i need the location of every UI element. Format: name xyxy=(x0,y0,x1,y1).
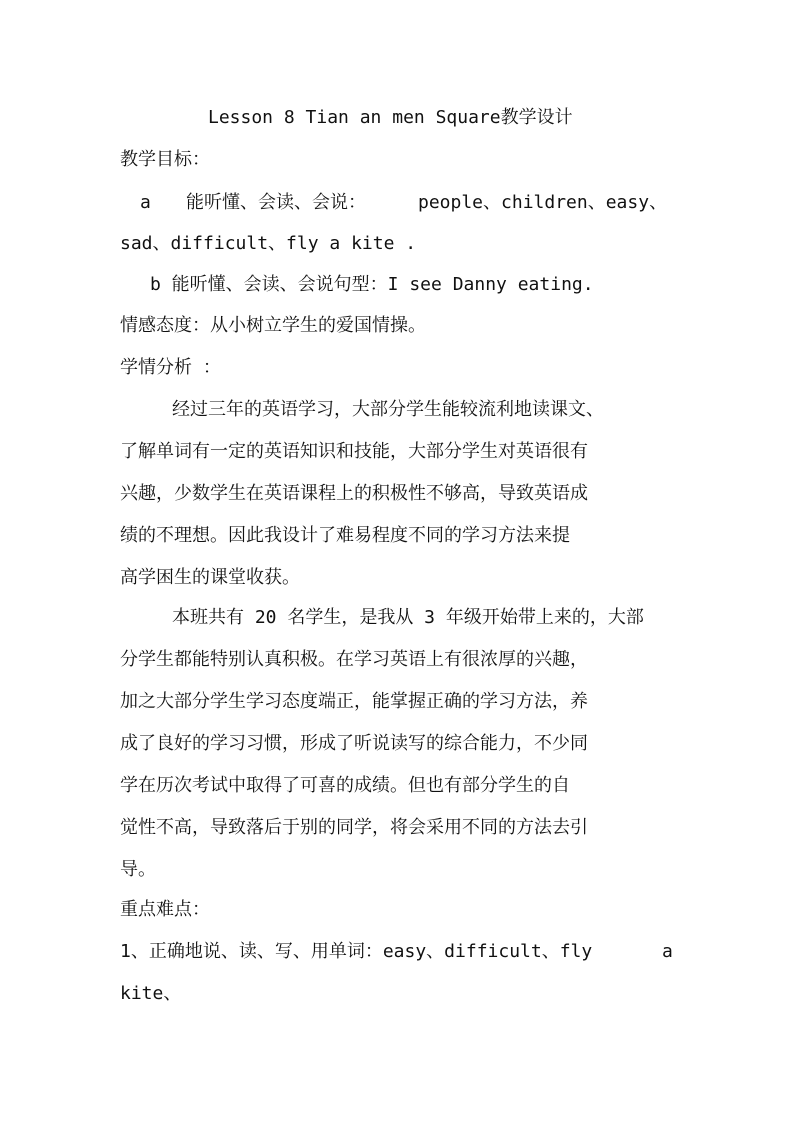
analysis-heading: 学情分析 ： xyxy=(120,357,221,378)
analysis-p2-line: 本班共有 20 名学生，是我从 3 年级开始带上来的，大部 xyxy=(172,607,644,628)
analysis-p1-line: 高学困生的课堂收获。 xyxy=(120,567,300,588)
analysis-p2-line: 加之大部分学生学习态度端正，能掌握正确的学习方法，养 xyxy=(120,691,588,712)
analysis-p2-line: 成了良好的学习习惯，形成了听说读写的综合能力，不少同 xyxy=(120,733,588,754)
analysis-p2-line: 觉性不高，导致落后于别的同学，将会采用不同的方法去引 xyxy=(120,817,588,838)
objective-a-continued: sad、difficult、fly a kite . xyxy=(120,233,417,254)
key-point-1-continued: kite、 xyxy=(120,983,182,1004)
analysis-p1-line: 经过三年的英语学习，大部分学生能较流利地读课文、 xyxy=(172,399,604,420)
emotion-line: 情感态度：从小树立学生的爱国情操。 xyxy=(120,315,426,336)
analysis-p1-line: 绩的不理想。因此我设计了难易程度不同的学习方法来提 xyxy=(120,525,570,546)
analysis-p2-line: 导。 xyxy=(120,859,156,880)
objective-a-text: 能听懂、会读、会说： xyxy=(186,192,366,213)
document-title: Lesson 8 Tian an men Square教学设计 xyxy=(208,107,573,128)
analysis-p2-line: 分学生都能特别认真积极。在学习英语上有很浓厚的兴趣， xyxy=(120,649,588,670)
objectives-heading: 教学目标： xyxy=(120,149,210,170)
analysis-p1-line: 了解单词有一定的英语知识和技能，大部分学生对英语很有 xyxy=(120,441,588,462)
objective-a-label: a xyxy=(140,192,151,213)
objective-b: b 能听懂、会读、会说句型：I see Danny eating. xyxy=(150,274,594,295)
analysis-p1-line: 兴趣，少数学生在英语课程上的积极性不够高，导致英语成 xyxy=(120,483,588,504)
objective-a-words: people、children、easy、 xyxy=(418,192,668,213)
analysis-p2-line: 学在历次考试中取得了可喜的成绩。但也有部分学生的自 xyxy=(120,775,570,796)
key-point-1: 1、正确地说、读、写、用单词：easy、difficult、fly xyxy=(120,941,593,962)
key-points-heading: 重点难点： xyxy=(120,899,210,920)
key-point-1-article: a xyxy=(662,941,673,962)
